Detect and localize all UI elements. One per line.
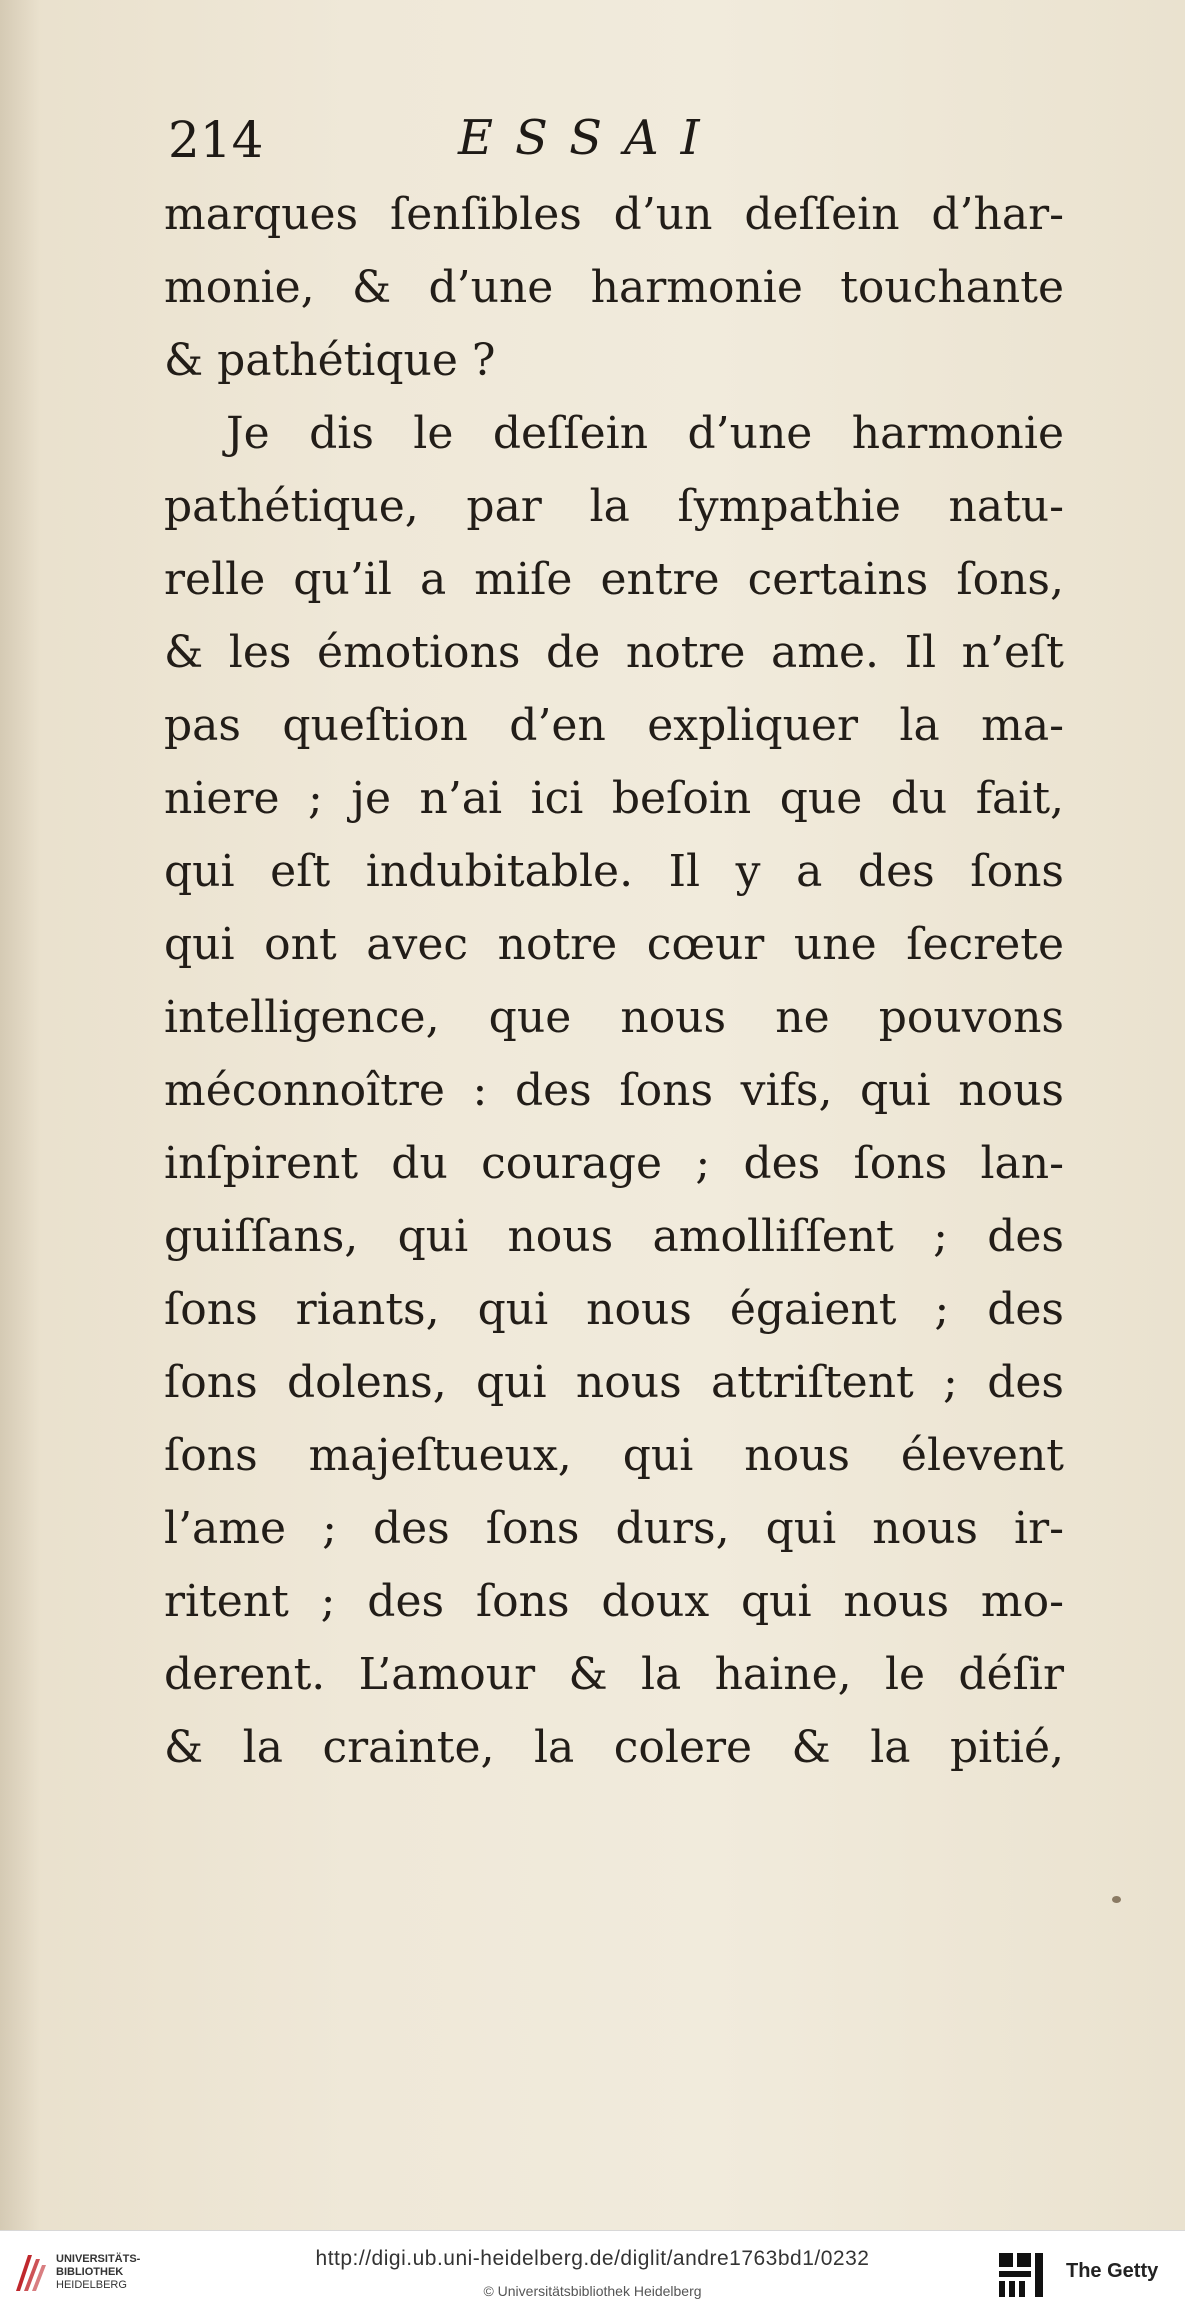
text-line: pas queſtion d’en expliquer la ma-	[164, 700, 1064, 751]
digitization-footer	[0, 2230, 1185, 2315]
text-line: monie, & d’une harmonie touchante	[164, 262, 1064, 313]
text-line: ſons riants, qui nous égaient ; des	[164, 1284, 1064, 1335]
text-line: relle qu’il a miſe entre certains ſons,	[164, 554, 1064, 605]
library-name-line: HEIDELBERG	[56, 2279, 127, 2291]
body-text	[164, 178, 1064, 1784]
text-line: & les émotions de notre ame. Il n’eſt	[164, 627, 1064, 678]
text-line: Je dis le deſſein d’une harmonie	[226, 408, 1064, 459]
page-header	[168, 100, 1068, 170]
paper-spot	[1112, 1896, 1121, 1903]
running-head: ESSAI	[458, 110, 722, 166]
text-line: méconnoître : des ſons vifs, qui nous	[164, 1065, 1064, 1116]
text-line: inſpirent du courage ; des ſons lan-	[164, 1138, 1064, 1189]
page-number: 214	[168, 111, 264, 169]
getty-logo-icon	[997, 2249, 1047, 2299]
copyright-notice: © Universitätsbibliothek Heidelberg	[483, 2283, 702, 2299]
text-line: pathétique, par la ſympathie natu-	[164, 481, 1064, 532]
text-line: ſons dolens, qui nous attriſtent ; des	[164, 1357, 1064, 1408]
library-name-line: UNIVERSITÄTS-	[56, 2253, 141, 2265]
partner-name: The Getty	[1066, 2260, 1159, 2282]
text-line: & pathétique ?	[164, 335, 496, 386]
text-line: qui eſt indubitable. Il y a des ſons	[164, 846, 1064, 897]
text-line: intelligence, que nous ne pouvons	[164, 992, 1064, 1043]
library-name-line: BIBLIOTHEK	[56, 2266, 124, 2278]
permalink-url[interactable]: http://digi.ub.uni-heidelberg.de/diglit/andre1763bd1/0232	[315, 2247, 870, 2270]
page-gutter-shadow	[0, 0, 40, 2230]
text-line: & la crainte, la colere & la pitié,	[164, 1722, 1064, 1773]
text-line: guiſſans, qui nous amolliſſent ; des	[164, 1211, 1064, 1262]
text-line: qui ont avec notre cœur une ſecrete	[164, 919, 1064, 970]
text-line: niere ; je n’ai ici beſoin que du fait,	[164, 773, 1064, 824]
text-line: l’ame ; des ſons durs, qui nous ir-	[164, 1503, 1064, 1554]
text-line: ſons majeſtueux, qui nous élevent	[164, 1430, 1064, 1481]
text-line: marques ſenſibles d’un deſſein d’har-	[164, 189, 1064, 240]
text-line: ritent ; des ſons doux qui nous mo-	[164, 1576, 1064, 1627]
text-line: derent. L’amour & la haine, le déſir	[164, 1649, 1064, 1700]
